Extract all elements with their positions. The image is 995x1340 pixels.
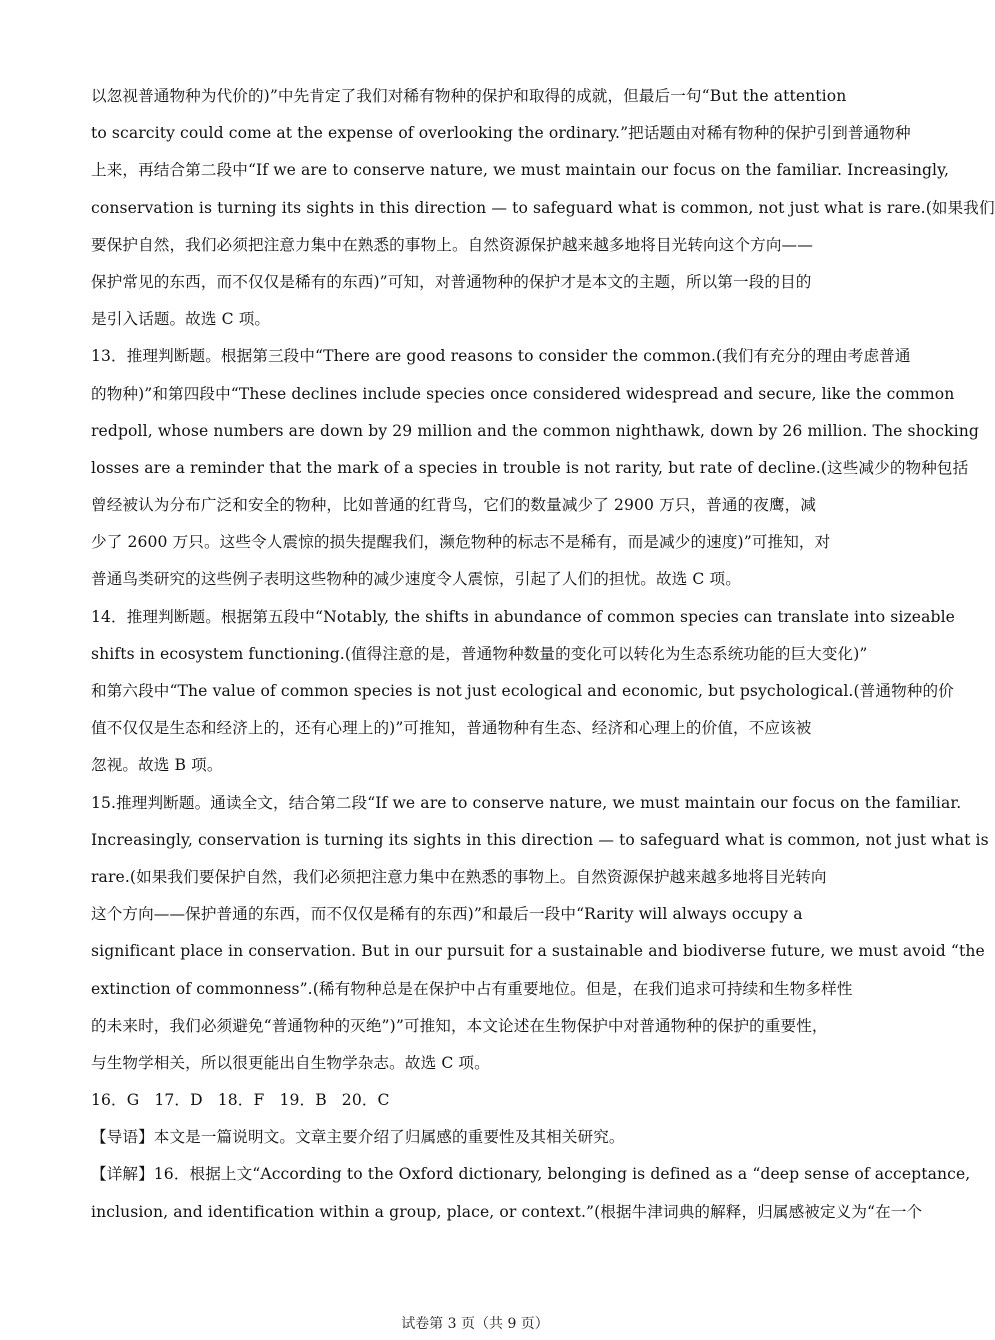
text-line: 保护常见的东西，而不仅仅是稀有的东西)”可知，对普通物种的保护才是本文的主题，所以第一段的目的 [91,272,812,291]
text-line: 忽视。故选 B 项。 [91,756,223,775]
text-line: 值不仅仅是生态和经济上的，还有心理上的)”可推知，普通物种有生态、经济和心理上的价值，不应该被 [91,719,812,738]
text-line: 13．推理判断题。根据第三段中“There are good reasons to consider the common.(我们有充分的理由考虑普通 [91,347,911,366]
text-line: 是引入话题。故选 C 项。 [91,310,271,329]
text-line: 15.推理判断题。通读全文，结合第二段“If we are to conserve nature, we must maintain our focus on the familiar. [91,793,962,812]
page-footer: 试卷第 3 页（共 9 页） [401,1316,549,1332]
text-line: 【导语】本文是一篇说明文。文章主要介绍了归属感的重要性及其相关研究。 [91,1128,625,1147]
text-line: 少了 2600 万只。这些令人震惊的损失提醒我们，濒危物种的标志不是稀有，而是减少的速度)”可推知，对 [91,533,831,552]
text-line: losses are a reminder that the mark of a species in trouble is not rarity, but rate of decline.(这些减少的物种包括 [91,458,969,477]
text-line: 上来，再结合第二段中“If we are to conserve nature, we must maintain our focus on the familiar. Increasingly, [91,161,950,180]
text-line: 16．G 17．D 18．F 19．B 20．C [91,1091,390,1110]
text-line: 的未来时，我们必须避免“普通物种的灭绝”)”可推知，本文论述在生物保护中对普通物种的保护的重要性， [91,1016,828,1035]
text-line: 普通鸟类研究的这些例子表明这些物种的减少速度令人震惊，引起了人们的担忧。故选 C 项。 [91,570,741,589]
text-line: 曾经被认为分布广泛和安全的物种，比如普通的红背鸟，它们的数量减少了 2900 万只，普通的夜鹰，减 [91,496,817,515]
text-line: extinction of commonness”.(稀有物种总是在保护中占有重要地位。但是，在我们追求可持续和生物多样性 [91,979,853,998]
text-line: significant place in conservation. But in our pursuit for a sustainable and biodiverse future, we must avoid “the [91,942,985,961]
text-line: conservation is turning its sights in this direction — to safeguard what is common, not just what is rare.(如果我们 [91,198,995,217]
text-line: 要保护自然，我们必须把注意力集中在熟悉的事物上。自然资源保护越来越多地将目光转向这个方向—— [91,235,813,254]
text-line: inclusion, and identification within a group, place, or context.”(根据牛津词典的解释，归属感被定义为“在一个 [91,1202,923,1221]
text-line: Increasingly, conservation is turning its sights in this direction — to safeguard what is common, not just what is [91,830,989,849]
text-line: 与生物学相关，所以很更能出自生物学杂志。故选 C 项。 [91,1053,490,1072]
text-line: to scarcity could come at the expense of overlooking the ordinary.”把话题由对稀有物种的保护引到普通物种 [91,124,911,143]
text-line: 这个方向——保护普通的东西，而不仅仅是稀有的东西)”和最后一段中“Rarity will always occupy a [91,905,803,924]
text-line: shifts in ecosystem functioning.(值得注意的是，普通物种数量的变化可以转化为生态系统功能的巨大变化)” [91,644,868,663]
text-line: 以忽视普通物种为代价的)”中先肯定了我们对稀有物种的保护和取得的成就，但最后一句“But the attention [91,87,847,105]
text-line: 【详解】16．根据上文“According to the Oxford dictionary, belonging is defined as a “deep sense of acceptance, [91,1165,971,1184]
body-text [91,78,995,1231]
text-line: rare.(如果我们要保护自然，我们必须把注意力集中在熟悉的事物上。自然资源保护越来越多地将目光转向 [91,867,827,886]
text-line: 和第六段中“The value of common species is not just ecological and economic, but psychological.(普通物种的价 [91,682,954,700]
text-line: 的物种)”和第四段中“These declines include species once considered widespread and secure, like the common [91,384,955,403]
text-line: 14．推理判断题。根据第五段中“Notably, the shifts in abundance of common species can translate into sizeable [91,607,955,626]
text-line: redpoll, whose numbers are down by 29 million and the common nighthawk, down by 26 million. The shocking [91,421,979,440]
